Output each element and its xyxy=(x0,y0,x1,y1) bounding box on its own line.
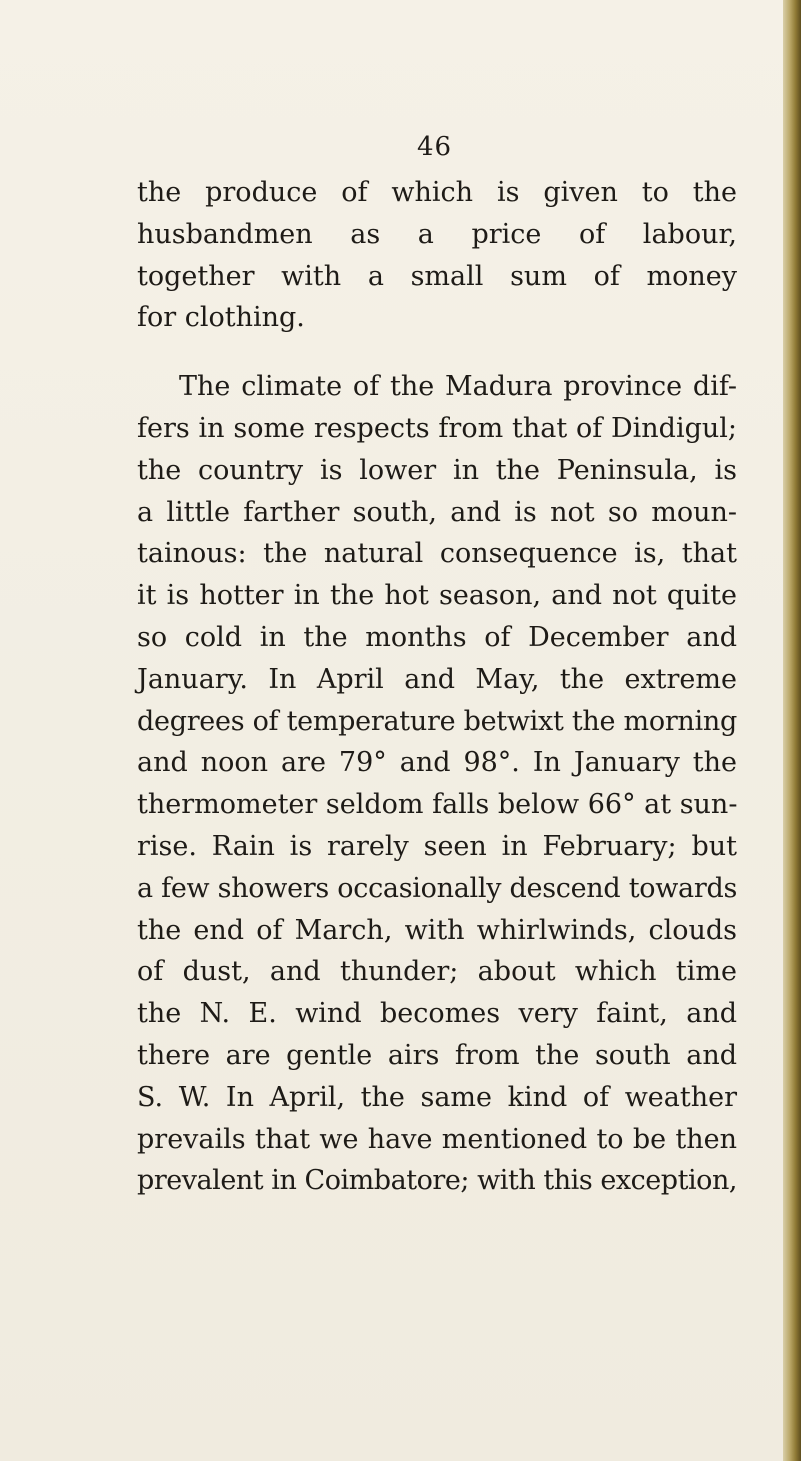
page-edge xyxy=(783,0,801,1461)
text-line: rise. Rain is rarely seen in February; but xyxy=(137,830,737,862)
text-line: fers in some respects from that of Dindigul; xyxy=(137,412,737,444)
text-line: a little farther south, and is not so moun- xyxy=(137,496,737,528)
text-line: prevalent in Coimbatore; with this exception, xyxy=(137,1165,737,1197)
text-line: The climate of the Madura province dif- xyxy=(179,371,737,403)
text-line: tainous: the natural consequence is, that xyxy=(137,538,737,570)
text-line: thermometer seldom falls below 66° at sun- xyxy=(137,789,738,821)
text-line: S. W. In April, the same kind of weather xyxy=(137,1081,737,1113)
text-line: the end of March, with whirlwinds, clouds xyxy=(137,914,737,946)
text-line: husbandmen as a price of labour, xyxy=(137,218,737,250)
text-line: for clothing. xyxy=(137,302,305,334)
page-number: 46 xyxy=(417,132,453,162)
paragraph-1 xyxy=(137,172,737,339)
paragraph-2 xyxy=(137,366,737,1202)
text-line: together with a small sum of money xyxy=(137,260,737,292)
text-line: prevails that we have mentioned to be then xyxy=(137,1123,737,1155)
text-line: the produce of which is given to the xyxy=(137,177,737,208)
text-line: it is hotter in the hot season, and not quite xyxy=(137,580,737,612)
text-line: a few showers occasionally descend towards xyxy=(137,872,738,904)
text-line: and noon are 79° and 98°. In January the xyxy=(137,747,737,779)
body-text xyxy=(137,172,737,1202)
text-line: January. In April and May, the extreme xyxy=(137,663,737,695)
text-line: so cold in the months of December and xyxy=(137,621,737,653)
text-line: the country is lower in the Peninsula, is xyxy=(137,454,737,486)
text-line: of dust, and thunder; about which time xyxy=(137,956,737,988)
text-line: degrees of temperature betwixt the morning xyxy=(137,705,737,737)
text-line: there are gentle airs from the south and xyxy=(137,1039,737,1071)
text-line: the N. E. wind becomes very faint, and xyxy=(137,998,737,1030)
paragraph-gap xyxy=(137,339,737,366)
